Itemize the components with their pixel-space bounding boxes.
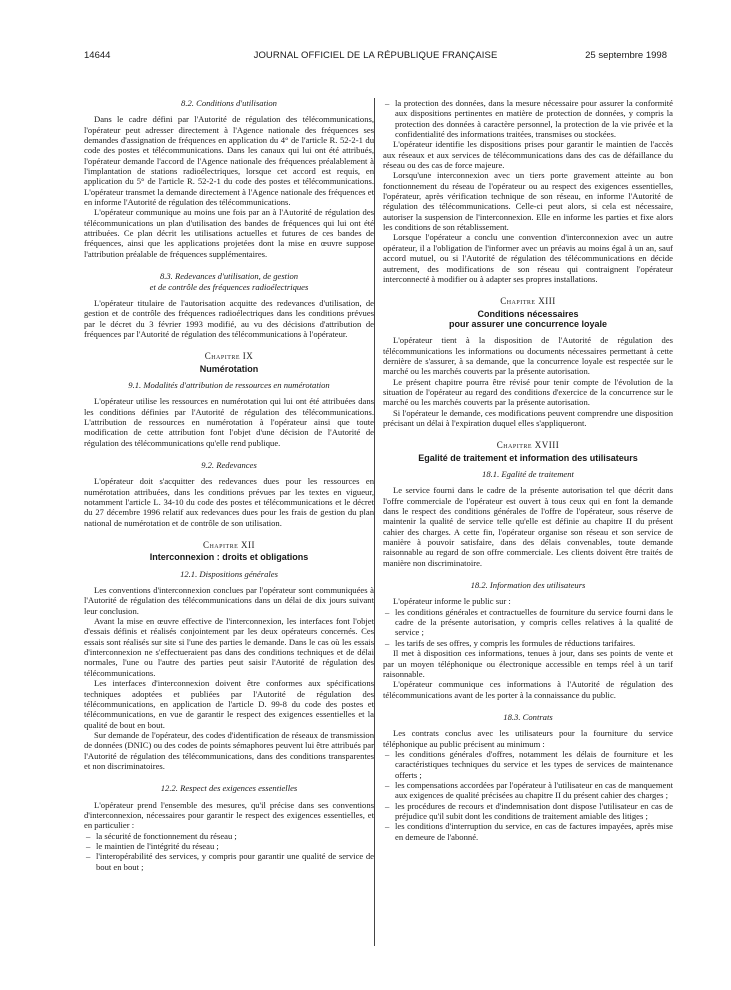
paragraph: L'opérateur prend l'ensemble des mesures, qu'il précise dans ses conventions d'interconnexion, nécessaires pour garantir le respect des exigences essentielles, et en particulier : bbox=[84, 799, 374, 831]
chapter-12-label: Chapitre XII bbox=[202, 540, 256, 551]
section-18-2-title: 18.2. Information des utilisateurs bbox=[470, 580, 586, 591]
section-9-2-title: 9.2. Redevances bbox=[201, 459, 257, 470]
chapter-13-title-line2: pour assurer une concurrence loyale bbox=[448, 318, 608, 329]
paragraph: L'opérateur utilise les ressources en numérotation qui lui ont été attribuées dans les conditions définies par l'Autorité de régulation des télécommunications. L'attribution de ressources en numérotation à l'opérateur ainsi que toute modification de cette attribution font l'objet d'une décision de l'Autorité de régulation des télécommunications qu'elle rend publique. bbox=[84, 396, 374, 448]
paragraph: L'opérateur communique au moins une fois par an à l'Autorité de régulation des télécommunications un plan d'utilisation des bandes de fréquences qui lui ont été attribuées. Ce plan décrit les utilisations actuelles et futures de ces bandes de fréquences, ainsi que les applications projetées dont la mise en œuvre suppose l'attribution préalable de fréquences supplémentaires. bbox=[84, 207, 374, 259]
chapter-18-label: Chapitre XVIII bbox=[496, 440, 560, 451]
chapter-9-label: Chapitre IX bbox=[204, 351, 254, 362]
paragraph: Lorsqu'une interconnexion avec un tiers porte gravement atteinte au bon fonctionnement du réseau de l'opérateur ou au respect des exigences essentielles, l'opérateur, après vérification technique de son réseau, en informe l'Autorité de régulation des télécommunications. Celle-ci peut alors, si cela est nécessaire, autoriser la suspension de l'interconnexion. Elle en informe les parties et fixe alors les conditions de son rétablissement. bbox=[383, 170, 673, 233]
section-8-3-title: 8.3. Redevances d'utilisation, de gestion bbox=[159, 271, 299, 282]
chapter-13-title: Conditions nécessaires bbox=[477, 308, 579, 319]
list-item: – les conditions d'interruption du service, en cas de factures impayées, après mise en demeure de l'abonné. bbox=[395, 821, 673, 842]
chapter-12-title: Interconnexion : droits et obligations bbox=[149, 552, 309, 563]
requirements-list bbox=[84, 831, 374, 872]
paragraph: Les interfaces d'interconnexion doivent être conformes aux spécifications techniques adoptées et publiées par l'Autorité de régulation des télécommunications, en application de l'article D. 99-8 du code des postes et télécommunications, en vue de garantir le respect des exigences essentielles et la qualité de bout en bout. bbox=[84, 678, 374, 730]
paragraph: L'opérateur identifie les dispositions prises pour garantir le maintien de l'accès aux réseaux et aux services de télécommunications dans des cas de défaillance du réseau ou des cas de force majeure. bbox=[383, 139, 673, 171]
list-item: – l'interopérabilité des services, y compris pour garantir une qualité de service de bout en bout ; bbox=[96, 851, 374, 872]
paragraph: Avant la mise en œuvre effective de l'interconnexion, les interfaces font l'objet d'essais définis et réalisés conjointement par les deux opérateurs concernés. Ces essais sont réalisés sur site si l'une des parties le demande. Dans le cas où les essais d'interconnexion ne s'effectueraient pas dans des conditions techniques et de délai normales, l'une ou l'autre des parties peut saisir l'Autorité de régulation des télécommunications. bbox=[84, 616, 374, 678]
chapter-18-title: Egalité de traitement et information des utilisateurs bbox=[418, 452, 638, 463]
list-item: – les conditions générales d'offres, notamment les délais de fourniture et les caractéristiques techniques du service et les types de services de maintenance offerts ; bbox=[395, 749, 673, 780]
paragraph: Les contrats conclus avec les utilisateurs pour la fourniture du service téléphonique au public précisent au minimum : bbox=[383, 728, 673, 749]
right-column bbox=[383, 98, 673, 842]
section-9-1-title: 9.1. Modalités d'attribution de ressources en numérotation bbox=[128, 379, 330, 390]
paragraph: L'opérateur titulaire de l'autorisation acquitte des redevances d'utilisation, de gestion et de contrôle des fréquences radioélectriques dans les conditions prévues par le décret du 3 février 1993 modifié, au vu des décisions d'attribution de fréquences par l'Autorité de régulation des télécommunications à l'opérateur. bbox=[84, 297, 374, 339]
paragraph: L'opérateur informe le public sur : bbox=[393, 596, 511, 607]
chapter-9-title: Numérotation bbox=[199, 363, 259, 374]
chapter-13-label: Chapitre XIII bbox=[500, 296, 556, 307]
page-header bbox=[84, 50, 667, 64]
list-item: – le maintien de l'intégrité du réseau ; bbox=[96, 841, 374, 851]
list-item: – les compensations accordées par l'opérateur à l'utilisateur en cas de manquement aux exigences de qualité précisées au chapitre II du présent cahier des charges ; bbox=[395, 780, 673, 801]
list-item bbox=[395, 98, 673, 139]
list-item: – les procédures de recours et d'indemnisation dont dispose l'utilisateur en cas de préjudice qu'il subit dont les conditions de traitement amiable des litiges ; bbox=[395, 801, 673, 822]
journal-title: JOURNAL OFFICIEL DE LA RÉPUBLIQUE FRANÇAISE bbox=[253, 50, 498, 61]
paragraph: Dans le cadre défini par l'Autorité de régulation des télécommunications, l'opérateur peut adresser directement à l'Agence nationale des fréquences ses demandes d'assignation de fréquences en application du 4° de l'article R. 52-2-1 du code des postes et télécommunications. Dans les canaux qui lui ont été attribués, l'opérateur demande l'accord de l'Agence nationale des fréquences préalablement à l'implantation de stations radioélectriques, lorsque cet accord est requis, en application du 5° de l'article R. 52-2-1 du code des postes et télécommunications. L'opérateur transmet la demande directement à l'Agence nationale des fréquences et en informe l'Autorité de régulation des télécommunications. bbox=[84, 114, 374, 208]
page-number: 14644 bbox=[84, 50, 111, 61]
paragraph: Si l'opérateur le demande, ces modifications peuvent comprendre une disposition précisant un délai à l'expiration duquel elles s'appliqueront. bbox=[383, 407, 673, 428]
paragraph: Le présent chapitre pourra être révisé pour tenir compte de l'évolution de la situation de l'opérateur au regard des conditions d'exercice de la concurrence sur le marché ou les marchés couverts par la présente autorisation. bbox=[383, 376, 673, 408]
section-12-2-title: 12.2. Respect des exigences essentielles bbox=[160, 783, 298, 794]
section-8-2-title: 8.2. Conditions d'utilisation bbox=[181, 98, 277, 108]
section-18-1-title: 18.1. Egalité de traitement bbox=[482, 469, 574, 479]
paragraph: L'opérateur tient à la disposition de l'Autorité de régulation des télécommunications les informations ou documents nécessaires permettant à cette dernière de s'assurer, à sa demande, que la concurrence loyale est respectée sur le marché ou les marchés couverts par la présente autorisation. bbox=[383, 335, 673, 377]
paragraph: Lorsque l'opérateur a conclu une convention d'interconnexion avec un autre opérateur, il a l'obligation de l'informer avec un préavis au moins égal à un an, sauf accord mutuel, ou si l'Autorité de régulation des télécommunications en décide autrement, des modifications de son réseau qui contraignent l'opérateur interconnecté à modifier ou à adapter ses propres installations. bbox=[383, 232, 673, 284]
list-item: – la sécurité de fonctionnement du réseau ; bbox=[96, 831, 374, 841]
issue-date: 25 septembre 1998 bbox=[585, 50, 667, 61]
paragraph: Sur demande de l'opérateur, des codes d'identification de réseaux de transmission de données (DNIC) ou des codes de points sémaphores peuvent lui être attribués par l'Autorité de régulation des télécommunications, dans des conditions transparentes et non discriminatoires. bbox=[84, 729, 374, 771]
section-12-1-title: 12.1. Dispositions générales bbox=[180, 568, 278, 579]
contract-list bbox=[383, 749, 673, 842]
information-list bbox=[383, 607, 673, 648]
paragraph: Il met à disposition ces informations, tenues à jour, dans ses points de vente et par un moyen téléphonique ou électronique accessible en temps réel à un tarif raisonnable. bbox=[383, 648, 673, 679]
section-18-3-title: 18.3. Contrats bbox=[503, 711, 553, 722]
list-item-text: la protection des données, dans la mesure nécessaire pour assurer la conformité aux dispositions pertinentes en matière de protection de données, y compris la protection des données à caractère personnel, la protection de la vie privée et la confidentialité des informations traitées, transmises ou stockées. bbox=[395, 98, 673, 140]
paragraph: Le service fourni dans le cadre de la présente autorisation tel que décrit dans l'offre commerciale de l'opérateur est ouvert à tous ceux qui en font la demande dans le respect des conditions générales de l'offre de l'opérateur, sous réserve de maintenir la qualité de service telle qu'elle est définie au chapitre II du présent cahier des charges. A cette fin, l'opérateur organise son réseau et son service de manière à pouvoir satisfaire, dans des délais convenables, toute demande raisonnable au regard de son offre commerciale. Les clients doivent être traités de manière non discriminatoire. bbox=[383, 485, 673, 568]
requirements-list-continued bbox=[383, 98, 673, 139]
column-divider bbox=[374, 98, 375, 946]
list-item: – les conditions générales et contractuelles de fourniture du service fourni dans le cadre de la présente autorisation, y compris celles relatives à la qualité de service ; bbox=[395, 607, 673, 638]
paragraph: L'opérateur doit s'acquitter des redevances dues pour les ressources en numérotation attribuées, dans les conditions prévues par les textes en vigueur, notamment l'article L. 34-10 du code des postes et télécommunications et le décret du 27 décembre 1996 relatif aux redevances dues pour les frais de gestion du plan national de numérotation et de contrôle de son utilisation. bbox=[84, 476, 374, 528]
paragraph: Les conventions d'interconnexion conclues par l'opérateur sont communiquées à l'Autorité de régulation des télécommunications dans un délai de dix jours suivant leur conclusion. bbox=[84, 585, 374, 616]
left-column bbox=[84, 98, 374, 872]
paragraph: L'opérateur communique ces informations à l'Autorité de régulation des télécommunications avant de les porter à la connaissance du public. bbox=[383, 679, 673, 700]
section-8-3-title-line2: et de contrôle des fréquences radioélectriques bbox=[149, 281, 309, 292]
list-item: – les tarifs de ses offres, y compris les formules de réductions tarifaires. bbox=[395, 638, 673, 648]
